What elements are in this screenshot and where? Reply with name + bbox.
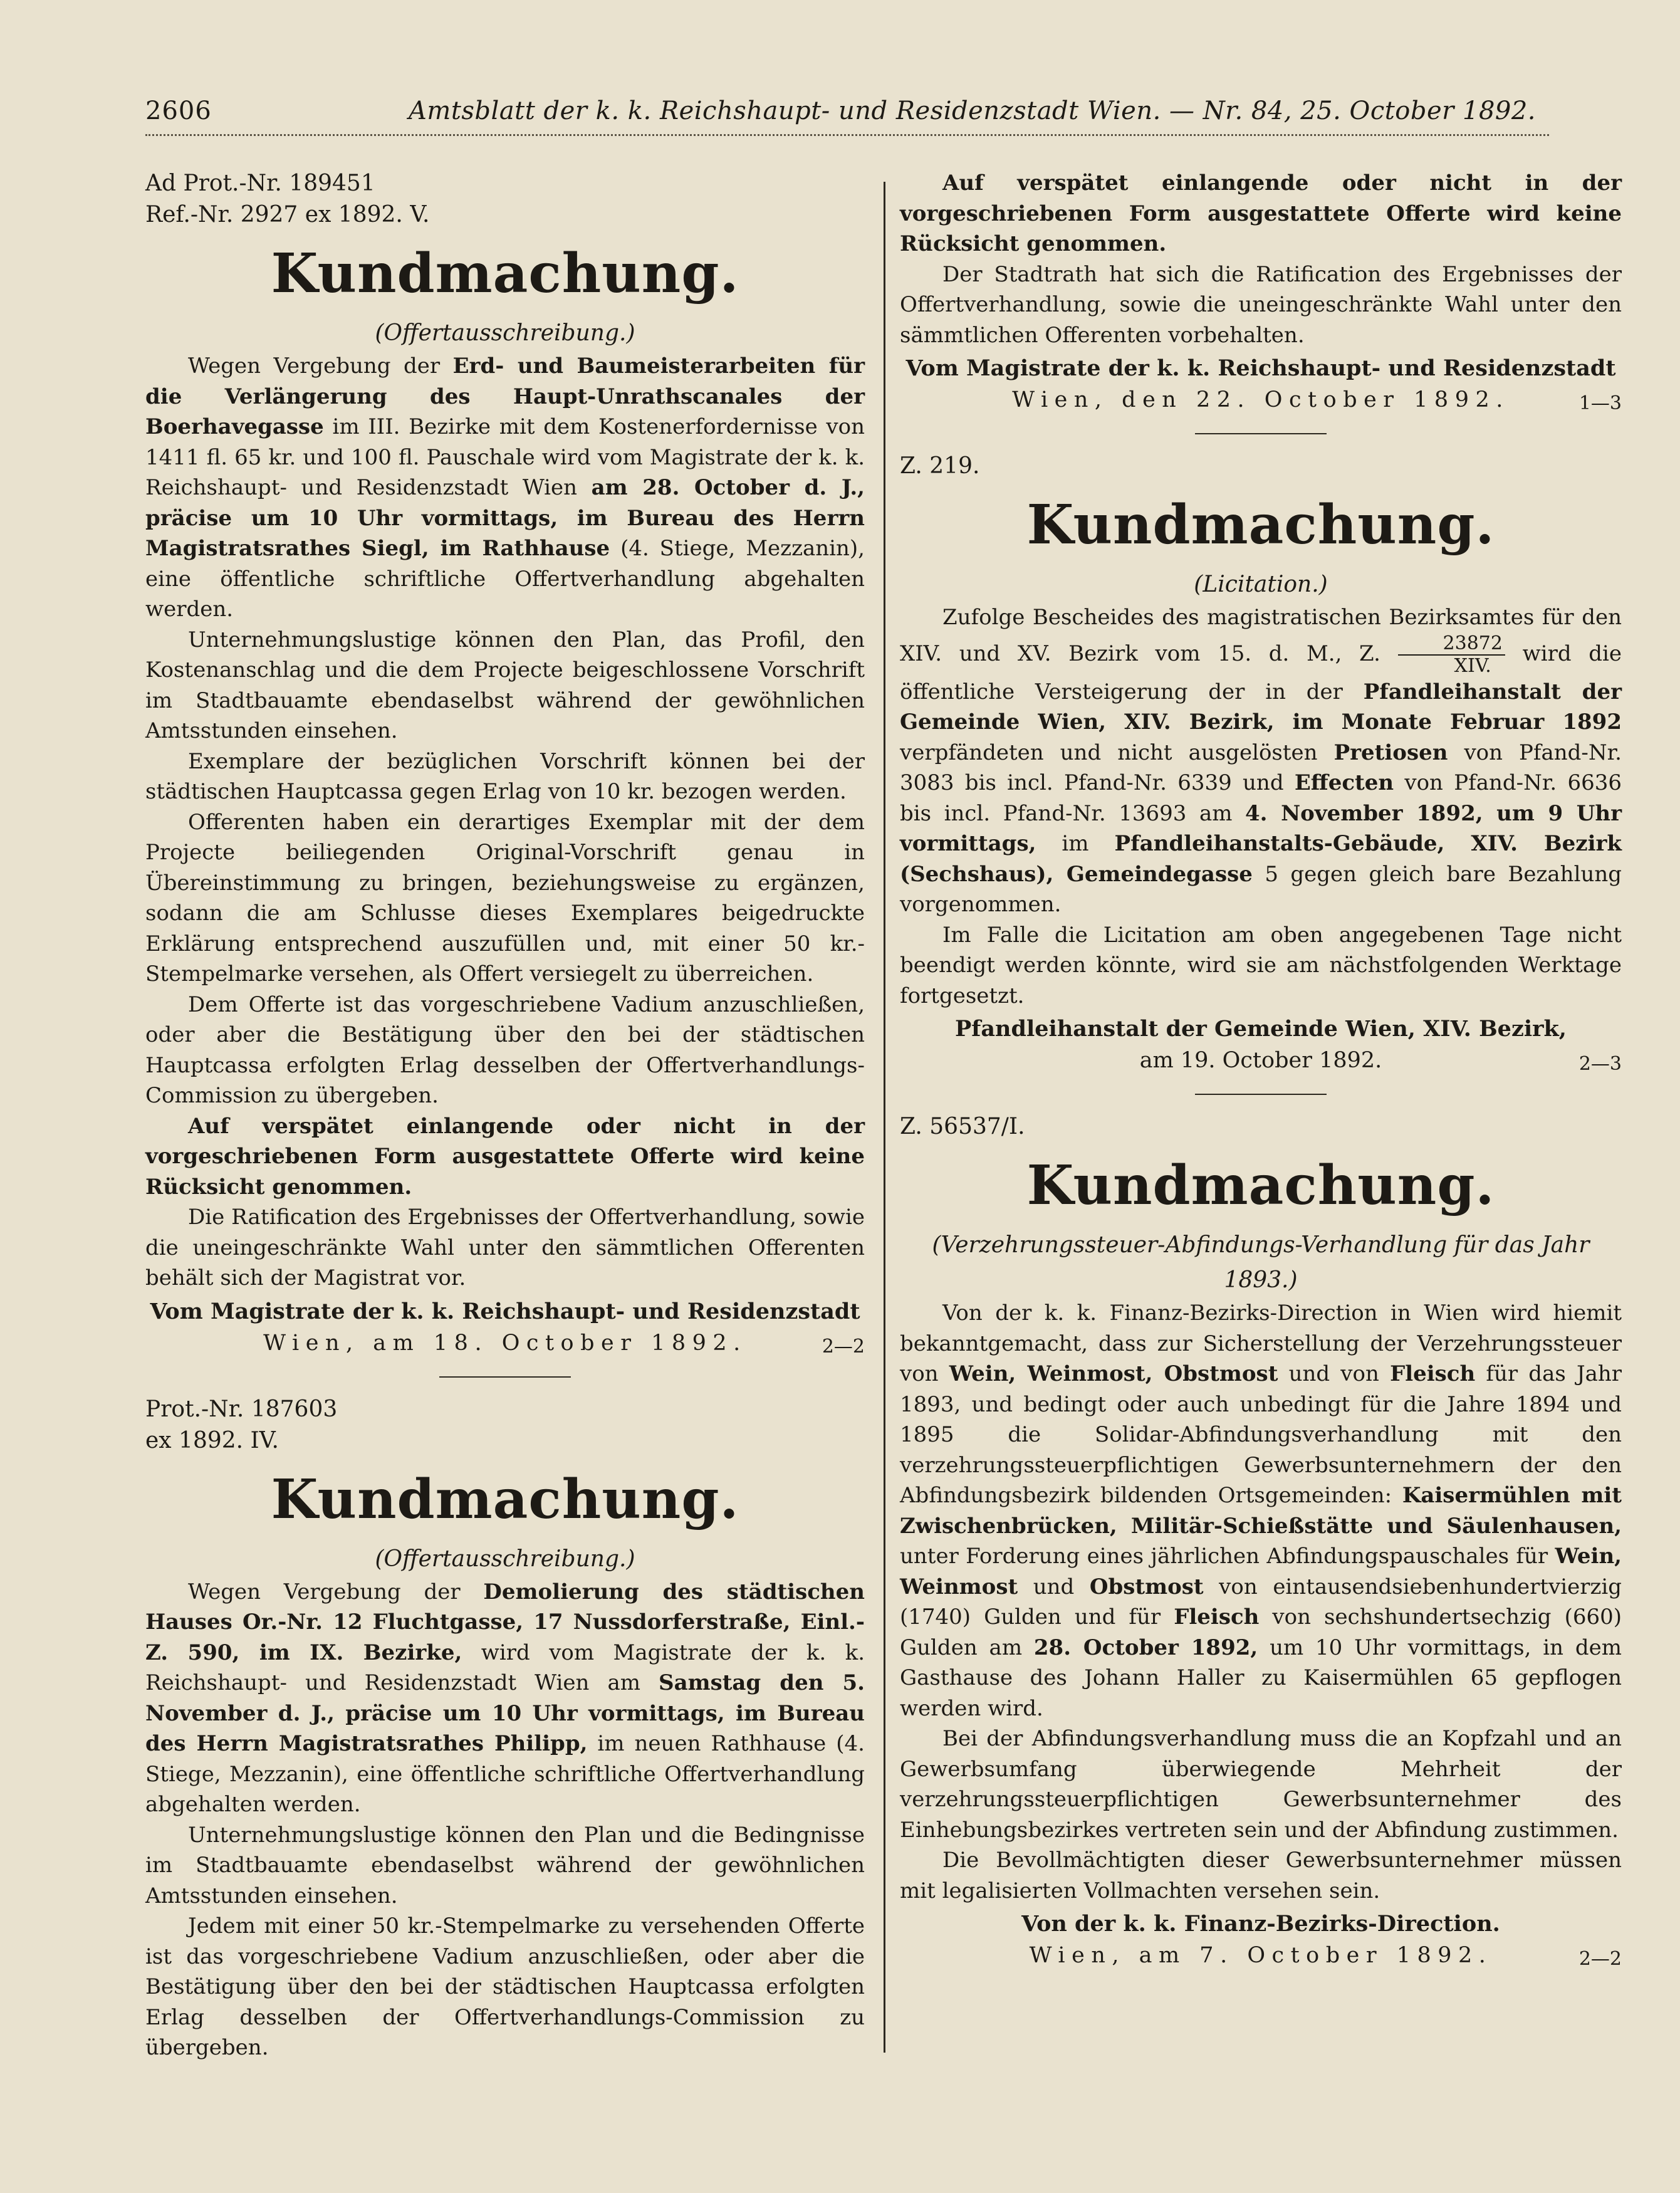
z-reference: Z. 56537/I. bbox=[900, 1114, 1025, 1139]
notice-paragraph: Zufolge Bescheides des magistratischen Bezirksamtes für den XIV. und XV. Bezirk vom 15. d. M., Z. $\frac{23872}{\text{XIV.}}$ wird die öffentliche Versteigerung der in der Pfandleihanstalt der Gemeinde Wien, XIV. Bezirk, im Monate Februar 1892 verpfändeten und nicht ausgelösten Pretiosen von Pfand-Nr. 3083 bis incl. Pfand-Nr. 6339 und Effecten von Pfand-Nr. 6636 bis incl. Pfand-Nr. 13693 am 4. November 1892, um 9 Uhr vormittags, im Pfandleihanstalts-Gebäude, XIV. Bezirk (Sechshaus), Gemeindegasse 5 gegen gleich bare Bezahlung vorgenommen. bbox=[900, 605, 1622, 917]
left-column bbox=[145, 168, 865, 2063]
notice-subheading: (Verzehrungssteuer-Abfindungs-Verhandlung für das Jahr 1893.) bbox=[932, 1232, 1590, 1293]
notice-signature: Von der k. k. Finanz-Bezirks-Direction. bbox=[1021, 1911, 1500, 1937]
notice-dateline: Wien, am 7. October 1892. 2—2 bbox=[900, 1940, 1622, 1971]
notice-paragraph: Offerenten haben ein derartiges Exemplar mit der dem Projecte beiliegenden Original-Vorschrift genau in Übereinstimmung zu bringen, beziehungsweise zu ergänzen, sodann die am Schlusse dieses Exemplares beigedruckte Erklärung entsprechend auszufüllen und, mit einer 50 kr.-Stempelmarke versehen, als Offert versiegelt zu überreichen. bbox=[145, 809, 865, 987]
notice-heading: Kundmachung. bbox=[271, 1467, 739, 1531]
notice-paragraph: Unternehmungslustige können den Plan und die Bedingnisse im Stadtbauamte ebendaselbst während der gewöhnlichen Amtsstunden einsehen. bbox=[145, 1822, 865, 1908]
notice-subheading: (Offertausschreibung.) bbox=[375, 1546, 635, 1572]
right-column bbox=[900, 168, 1622, 1971]
z-reference: Z. 219. bbox=[900, 453, 980, 479]
notice-heading: Kundmachung. bbox=[1026, 1154, 1495, 1217]
notice-signature: Pfandleihanstalt der Gemeinde Wien, XIV. Bezirk, bbox=[954, 1016, 1567, 1042]
notice-paragraph: Exemplare der bezüglichen Vorschrift können bei der städtischen Hauptcassa gegen Erlag von 10 kr. bezogen werden. bbox=[145, 748, 865, 804]
notice-paragraph: Unternehmungslustige können den Plan, das Profil, den Kostenanschlag und die dem Projecte beigeschlossene Vorschrift im Stadtbauamte ebendaselbst während der gewöhnlichen Amtsstunden einsehen. bbox=[145, 627, 865, 743]
page-number: 2606 bbox=[145, 97, 212, 125]
prot-reference: Ad Prot.-Nr. 189451 bbox=[145, 170, 375, 196]
column-divider bbox=[884, 182, 885, 2053]
notice-signature: Vom Magistrate der k. k. Reichshaupt- und Residenzstadt bbox=[905, 355, 1616, 381]
section-separator bbox=[1195, 1094, 1327, 1095]
ref-reference: ex 1892. IV. bbox=[145, 1427, 279, 1453]
notice-paragraph: Von der k. k. Finanz-Bezirks-Direction in Wien wird hiemit bekanntgemacht, dass zur Sicherstellung der Verzehrungssteuer von Wein, Weinmost, Obstmost und von Fleisch für das Jahr 1893, und bedingt oder auch unbedingt für die Jahre 1894 und 1895 die Solidar-Abfindungsverhandlung mit den verzehrungssteuerpflichtigen Gewerbsunternehmern der den Abfindungsbezirk bildenden Ortsgemeinden: Kaisermühlen mit Zwischenbrücken, Militär-Schießstätte und Säulenhausen, unter Forderung eines jährlichen Abfindungspauschales für Wein, Weinmost und Obstmost von eintausendsiebenhundertvierzig (1740) Gulden und für Fleisch von sechshundertsechzig (660) Gulden am 28. October 1892, um 10 Uhr vormittags, in dem Gasthause des Johann Haller zu Kaisermühlen 65 gepflogen werden wird. bbox=[900, 1301, 1622, 1721]
notice-paragraph: Jedem mit einer 50 kr.-Stempelmarke zu versehenden Offerte ist das vorgeschriebene Vadium anzuschließen, oder aber die Bestätigung über den bei der städtischen Hauptcassa erfolgten Erlag desselben der Offertverhandlungs-Commission zu übergeben. bbox=[145, 1913, 865, 2060]
notice-signature: Vom Magistrate der k. k. Reichshaupt- und Residenzstadt bbox=[150, 1298, 860, 1324]
notice-paragraph: Wegen Vergebung der Erd- und Baumeisterarbeiten für die Verlängerung des Haupt-Unrathscanales der Boerhavegasse im III. Bezirke mit dem Kostenerfordernisse von 1411 fl. 65 kr. und 100 fl. Pauschale wird vom Magistrate der k. k. Reichshaupt- und Residenzstadt Wien am 28. October d. J., präcise um 10 Uhr vormittags, im Bureau des Herrn Magistratsrathes Siegl, im Rathhause (4. Stiege, Mezzanin), eine öffentliche schriftliche Offertverhandlung abgehalten werden. bbox=[145, 353, 865, 622]
notice-demolierung bbox=[145, 1394, 865, 2063]
notice-licitation bbox=[900, 451, 1622, 1076]
insertion-number: 2—3 bbox=[1578, 1053, 1622, 1075]
notice-continuation bbox=[900, 168, 1622, 416]
notice-paragraph: Der Stadtrath hat sich die Ratification des Ergebnisses der Offertverhandlung, sowie die uneingeschränkte Wahl unter den sämmtlichen Offerenten vorbehalten. bbox=[900, 261, 1622, 348]
notice-paragraph: Im Falle die Licitation am oben angegebenen Tage nicht beendigt werden könnte, wird sie am nächstfolgenden Werktage fortgesetzt. bbox=[900, 922, 1622, 1008]
section-separator bbox=[439, 1376, 571, 1378]
prot-reference: Prot.-Nr. 187603 bbox=[145, 1396, 338, 1422]
notice-paragraph: Auf verspätet einlangende oder nicht in der vorgeschriebenen Form ausgestattete Offerte wird keine Rücksicht genommen. bbox=[900, 170, 1622, 256]
notice-paragraph: Auf verspätet einlangende oder nicht in der vorgeschriebenen Form ausgestattete Offerte wird keine Rücksicht genommen. bbox=[145, 1113, 865, 1200]
ref-reference: Ref.-Nr. 2927 ex 1892. V. bbox=[145, 202, 430, 228]
notice-subheading: (Licitation.) bbox=[1194, 572, 1328, 597]
notice-dateline: am 19. October 1892. 2—3 bbox=[900, 1045, 1622, 1076]
notice-heading: Kundmachung. bbox=[1026, 493, 1495, 557]
notice-paragraph: Bei der Abfindungsverhandlung muss die an Kopfzahl und an Gewerbsumfang überwiegende Mehrheit der verzehrungssteuerpflichtigen Gewerbsunternehmer des Einhebungsbezirkes vertreten sein und der Abfindung zustimmen. bbox=[900, 1726, 1622, 1843]
insertion-number: 2—2 bbox=[822, 1335, 865, 1358]
insertion-number: 2—2 bbox=[1578, 1948, 1622, 1970]
notice-paragraph: Die Ratification des Ergebnisses der Offertverhandlung, sowie die uneingeschränkte Wahl unter den sämmtlichen Offerenten behält sich der Magistrat vor. bbox=[145, 1205, 865, 1290]
reference-fraction: $\frac{23872}{\text{XIV.}}$ bbox=[1398, 633, 1505, 677]
notice-dateline: Wien, den 22. October 1892. 1—3 bbox=[900, 384, 1622, 416]
insertion-number: 1—3 bbox=[1578, 392, 1622, 414]
notice-subheading: (Offertausschreibung.) bbox=[375, 320, 635, 346]
notice-erd-baumeisterarbeiten bbox=[145, 168, 865, 1359]
page-header bbox=[145, 92, 1549, 135]
notice-dateline: Wien, am 18. October 1892. 2—2 bbox=[145, 1327, 865, 1359]
notice-paragraph: Die Bevollmächtigten dieser Gewerbsunternehmer müssen mit legalisierten Vollmachten versehen sein. bbox=[900, 1848, 1622, 1903]
notice-paragraph: Dem Offerte ist das vorgeschriebene Vadium anzuschließen, oder aber die Bestätigung über den bei der städtischen Hauptcassa erfolgten Erlag desselben der Offertverhandlungs-Commission zu übergeben. bbox=[145, 992, 865, 1108]
notice-heading: Kundmachung. bbox=[271, 242, 739, 305]
section-separator bbox=[1195, 433, 1327, 434]
notice-verzehrungssteuer bbox=[900, 1111, 1622, 1971]
header-rule bbox=[145, 134, 1549, 136]
gazette-title: Amtsblatt der k. k. Reichshaupt- und Residenzstadt Wien. — Nr. 84, 25. October 1892. bbox=[409, 97, 1537, 125]
notice-paragraph: Wegen Vergebung der Demolierung des städtischen Hauses Or.-Nr. 12 Fluchtgasse, 17 Nussdorferstraße, Einl.-Z. 590, im IX. Bezirke, wird vom Magistrate der k. k. Reichshaupt- und Residenzstadt Wien am Samstag den 5. November d. J., präcise um 10 Uhr vormittags, im Bureau des Herrn Magistratsrathes Philipp, im neuen Rathhause (4. Stiege, Mezzanin), eine öffentliche schriftliche Offertverhandlung abgehalten werden. bbox=[145, 1579, 865, 1817]
